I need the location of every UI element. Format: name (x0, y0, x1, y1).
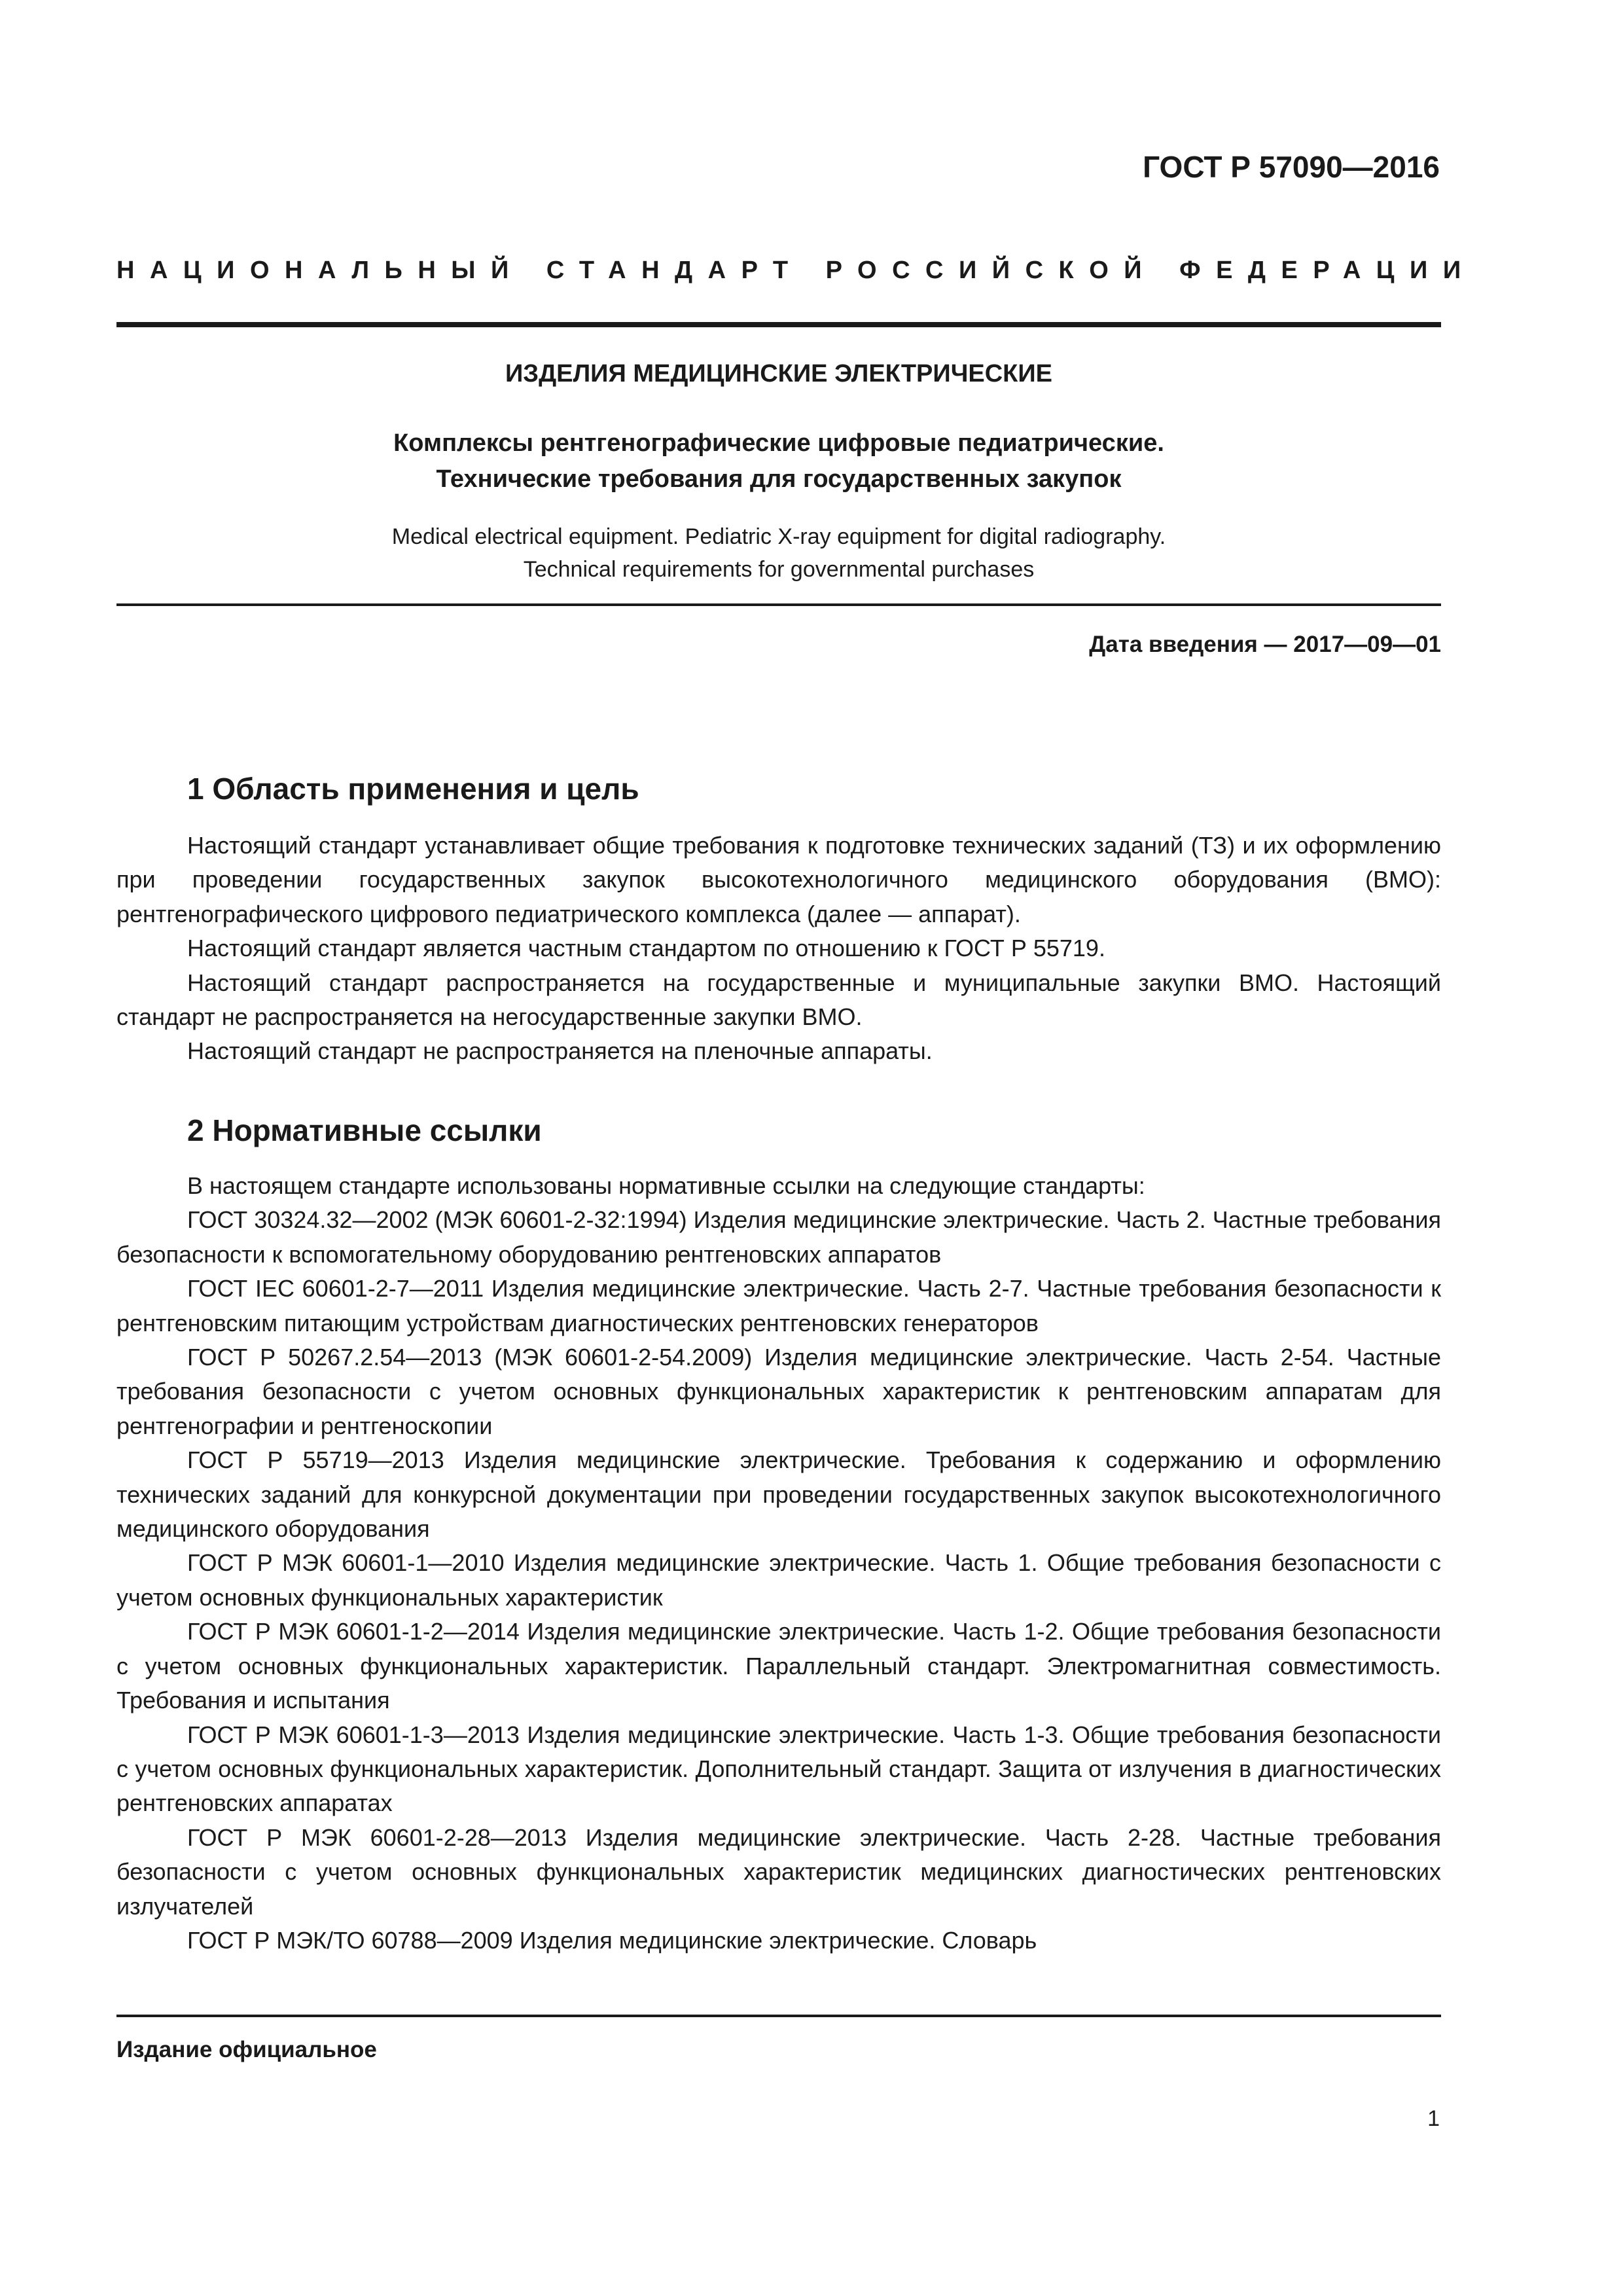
paragraph: В настоящем стандарте использованы нормативные ссылки на следующие стандарты: (187, 1172, 1145, 1199)
section-1-heading: 1 Область применения и цель (187, 772, 639, 806)
russian-title (116, 425, 1441, 497)
reference-entry: ГОСТ Р 50267.2.54—2013 (МЭК 60601-2-54.2009) Изделия медицинские электрические. Часть 2-54. Частные требования безопасности с учетом основных функциональных характеристик к рентгеновским аппаратам для рентгенографии и рентгеноскопии (116, 1344, 1441, 1439)
reference-entry: ГОСТ Р МЭК 60601-1-3—2013 Изделия медицинские электрические. Часть 1-3. Общие требования безопасности с учетом основных функциональных характеристик. Дополнительный стандарт. Защита от излучения в диагностических рентгеновских аппаратах (116, 1721, 1441, 1817)
reference-entry: ГОСТ Р 55719—2013 Изделия медицинские электрические. Требования к содержанию и оформлению технических заданий для конкурсной документации при проведении государственных закупок высокотехнологичного медицинского оборудования (116, 1446, 1441, 1543)
reference-entry: ГОСТ IEC 60601-2-7—2011 Изделия медицинские электрические. Часть 2-7. Частные требования безопасности к рентгеновским питающим устройствам диагностических рентгеновских генераторов (116, 1275, 1441, 1336)
paragraph: Настоящий стандарт распространяется на государственные и муниципальные закупки ВМО. Настоящий стандарт не распространяется на негосударственные закупки ВМО. (116, 969, 1441, 1031)
reference-entry: ГОСТ Р МЭК 60601-2-28—2013 Изделия медицинские электрические. Часть 2-28. Частные требования безопасности с учетом основных функциональных характеристик медицинских диагностических рентгеновских излучателей (116, 1823, 1441, 1920)
edition-note: Издание официальное (116, 2037, 377, 2062)
reference-entry: ГОСТ 30324.32—2002 (МЭК 60601-2-32:1994) Изделия медицинские электрические. Часть 2. Частные требования безопасности к вспомогательному оборудованию рентгеновских аппаратов (116, 1206, 1441, 1268)
russian-title-line-1: Комплексы рентгенографические цифровые педиатрические. (393, 429, 1164, 457)
title-divider (116, 603, 1441, 606)
section-2-heading: 2 Нормативные ссылки (187, 1113, 542, 1147)
english-title-line-2: Technical requirements for governmental purchases (523, 557, 1035, 582)
reference-entry: ГОСТ Р МЭК 60601-1—2010 Изделия медицинские электрические. Часть 1. Общие требования безопасности с учетом основных функциональных характеристик (116, 1549, 1441, 1611)
footer-divider (116, 2015, 1441, 2017)
russian-title-line-2: Технические требования для государственных закупок (436, 465, 1122, 493)
paragraph: Настоящий стандарт является частным стандартом по отношению к ГОСТ Р 55719. (187, 935, 1105, 962)
document-code: ГОСТ Р 57090—2016 (1143, 150, 1440, 184)
section-2-body (116, 1169, 1441, 1958)
paragraph: Настоящий стандарт не распространяется на пленочные аппараты. (187, 1037, 933, 1065)
english-title-line-1: Medical electrical equipment. Pediatric X-ray equipment for digital radiography. (391, 524, 1166, 549)
header-divider (116, 322, 1441, 327)
introduction-date: Дата введения — 2017—09—01 (1089, 632, 1441, 657)
reference-entry: ГОСТ Р МЭК 60601-1-2—2014 Изделия медицинские электрические. Часть 1-2. Общие требования безопасности с учетом основных функциональных характеристик. Параллельный стандарт. Электромагнитная совместимость. Требования и испытания (116, 1618, 1441, 1714)
paragraph: Настоящий стандарт устанавливает общие требования к подготовке технических заданий (ТЗ) и их оформлению при проведении государственных закупок высокотехнологичного медицинского оборудования (ВМО): рентгенографического цифрового педиатрического комплекса (далее — аппарат). (116, 832, 1441, 927)
national-standard-heading: НАЦИОНАЛЬНЫЙ СТАНДАРТ РОССИЙСКОЙ ФЕДЕРАЦИИ (116, 257, 1476, 284)
reference-entry: ГОСТ Р МЭК/ТО 60788—2009 Изделия медицинские электрические. Словарь (187, 1926, 1037, 1954)
section-1-body (116, 829, 1441, 1069)
page-number: 1 (1427, 2106, 1440, 2131)
group-title: ИЗДЕЛИЯ МЕДИЦИНСКИЕ ЭЛЕКТРИЧЕСКИЕ (505, 360, 1053, 387)
english-title (116, 520, 1441, 586)
